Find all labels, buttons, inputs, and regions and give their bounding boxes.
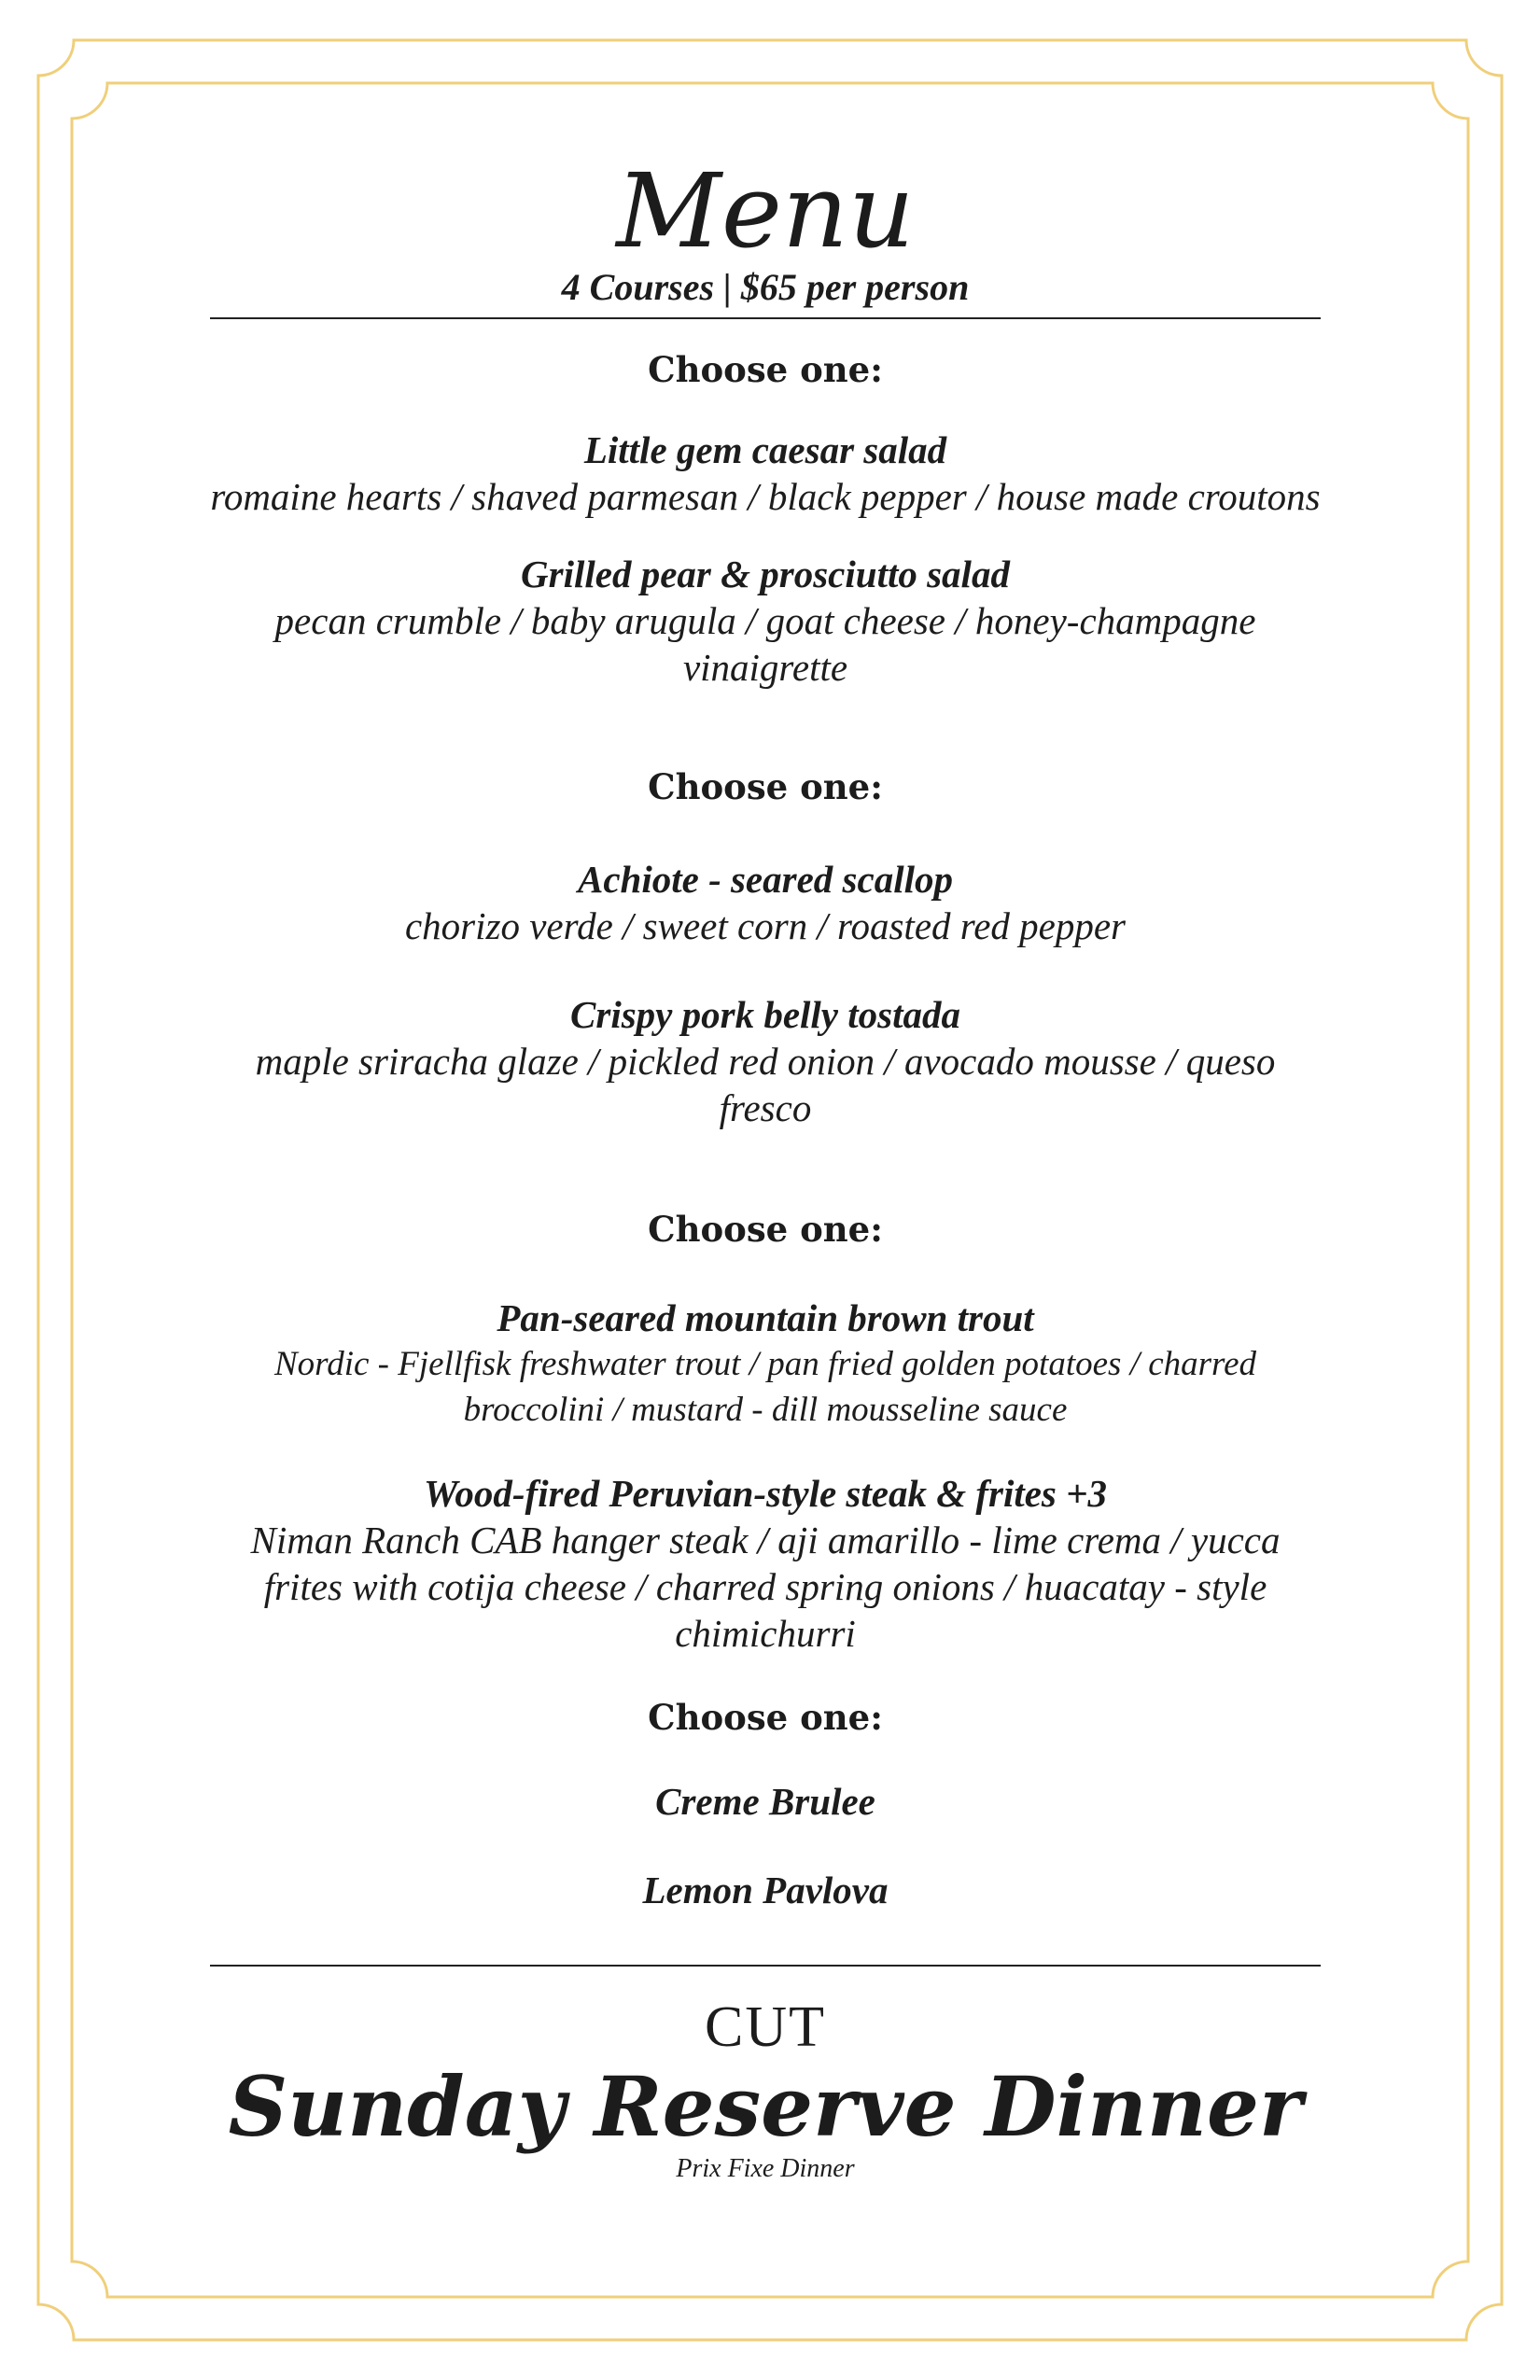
event-tagline: Prix Fixe Dinner (676, 2154, 855, 2183)
menu-item-name: Wood-fired Peruvian-style steak & frites +3 (423, 1472, 1108, 1515)
menu-item-name: Pan-seared mountain brown trout (497, 1296, 1034, 1339)
bottom-divider (210, 1965, 1321, 1967)
menu-item-desc: Nordic - Fjellfisk freshwater trout / pan fried golden potatoes / charred broccolini / mustard - dill mousseline sauce (273, 1345, 1256, 1429)
event-title: Sunday Reserve Dinner (228, 2058, 1303, 2155)
menu-item-desc: chorizo verde / sweet corn / roasted red pepper (404, 904, 1126, 947)
menu-item-name: Achiote - seared scallop (578, 858, 953, 901)
menu-item-name: Little gem caesar salad (583, 428, 947, 471)
course-4-heading: Choose one: (648, 1697, 883, 1738)
brand-logo: CUT (705, 1995, 826, 2059)
menu-item-desc: Niman Ranch CAB hanger steak / aji amarillo - lime crema / yucca frites with cotija cheese / charred spring onions / huacatay - style chimichurri (250, 1519, 1281, 1655)
menu-item-desc: pecan crumble / baby arugula / goat cheese / honey-champagne vinaigrette (274, 599, 1256, 689)
course-2-heading: Choose one: (648, 766, 883, 807)
top-divider (210, 317, 1321, 319)
menu-subtitle: 4 Courses | $65 per person (561, 266, 970, 308)
menu-item-desc: maple sriracha glaze / pickled red onion / avocado mousse / queso fresco (255, 1040, 1276, 1129)
menu-item-name: Creme Brulee (655, 1780, 875, 1823)
menu-item-desc: romaine hearts / shaved parmesan / black pepper / house made croutons (210, 475, 1321, 518)
menu-title: Menu (616, 151, 915, 271)
menu-item-name: Lemon Pavlova (642, 1869, 889, 1911)
menu-content (210, 151, 1321, 2185)
course-3-heading: Choose one: (648, 1209, 883, 1250)
menu-item-name: Grilled pear & prosciutto salad (521, 553, 1010, 595)
menu-item-name: Crispy pork belly tostada (570, 993, 960, 1036)
course-1-heading: Choose one: (648, 349, 883, 390)
